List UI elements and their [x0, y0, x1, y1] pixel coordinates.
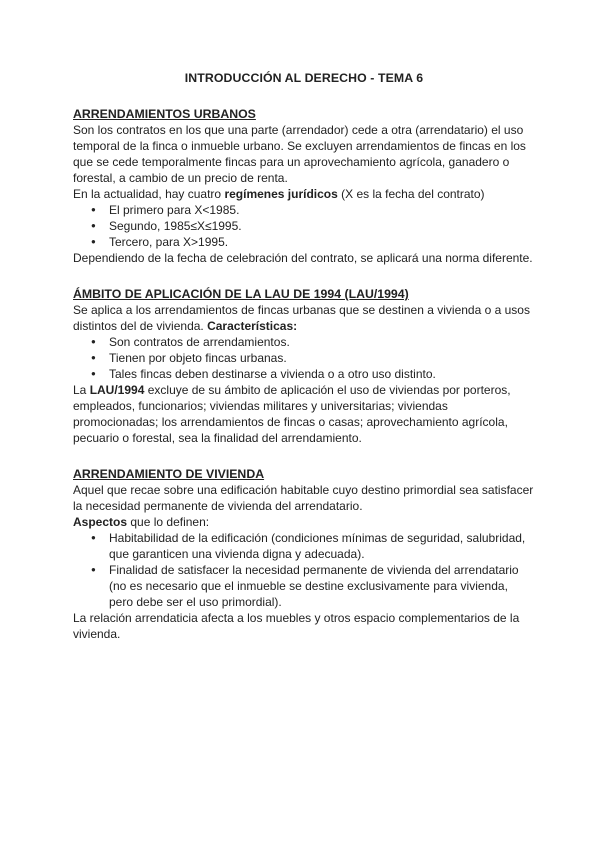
- section-arrendamientos-urbanos: [73, 106, 535, 266]
- list-item: ● Segundo, 1985≤X≤1995.: [109, 218, 535, 234]
- bold-text: Aspectos: [73, 515, 128, 529]
- text-run: Se aplica a los arrendamientos de fincas urbanas que se destinen a vivienda o a usos distintos del de vivienda.: [73, 303, 530, 333]
- list-item: ● Son contratos de arrendamientos.: [109, 334, 535, 350]
- paragraph: [73, 382, 535, 446]
- section-heading: ÁMBITO DE APLICACIÓN DE LA LAU DE 1994 (LAU/1994): [73, 287, 409, 301]
- bullet-list: [73, 530, 535, 610]
- document-title: INTRODUCCIÓN AL DERECHO - TEMA 6: [184, 71, 424, 85]
- text-run: excluye de su ámbito de aplicación el uso de viviendas por porteros, empleados, funcionarios; viviendas militares y universitarias; viviendas promocionadas; los arrendamientos de fincas o casas; aprovechamiento agrícola, pecuario o forestal, sea la finalidad del arrendamiento.: [73, 383, 511, 445]
- section-heading: ARRENDAMIENTOS URBANOS: [73, 107, 256, 121]
- bold-text: regímenes jurídicos: [224, 187, 338, 201]
- section-arrendamiento-vivienda: [73, 466, 535, 642]
- paragraph: Aquel que recae sobre una edificación habitable cuyo destino primordial sea satisfacer la necesidad permanente de vivienda del arrendatario.: [73, 483, 534, 513]
- paragraph: [73, 302, 535, 334]
- text-run: que lo definen:: [127, 515, 210, 529]
- text-run: En la actualidad, hay cuatro: [73, 187, 225, 201]
- paragraph: La relación arrendaticia afecta a los muebles y otros espacio complementarios de la vivienda.: [73, 611, 520, 641]
- list-item: ● El primero para X<1985.: [109, 202, 535, 218]
- list-item: ● Tienen por objeto fincas urbanas.: [109, 350, 535, 366]
- paragraph: [73, 186, 535, 202]
- text-run: (X es la fecha del contrato): [337, 187, 485, 201]
- list-item: ● Finalidad de satisfacer la necesidad permanente de vivienda del arrendatario (no es necesario que el inmueble se destine exclusivamente para vivienda, pero debe ser el uso primordial).: [109, 562, 535, 610]
- bold-text: Características:: [207, 319, 298, 333]
- paragraph: [73, 514, 535, 530]
- list-item: ● Tercero, para X>1995.: [109, 234, 535, 250]
- paragraph: Dependiendo de la fecha de celebración del contrato, se aplicará una norma diferente.: [73, 251, 533, 265]
- paragraph: Son los contratos en los que una parte (arrendador) cede a otra (arrendatario) el uso temporal de la finca o inmueble urbano. Se excluyen arrendamientos de fincas en los que se cede temporalmente fincas para un aprovechamiento agrícola, ganadero o forestal, a cambio de un precio de renta.: [73, 123, 526, 185]
- text-run: La: [73, 383, 90, 397]
- section-heading: ARRENDAMIENTO DE VIVIENDA: [73, 467, 265, 481]
- bullet-list: [73, 334, 535, 382]
- bold-text: LAU/1994: [89, 383, 145, 397]
- list-item: ● Tales fincas deben destinarse a vivienda o a otro uso distinto.: [109, 366, 535, 382]
- document-page: [73, 70, 535, 662]
- bullet-list: [73, 202, 535, 250]
- list-item: ● Habitabilidad de la edificación (condiciones mínimas de seguridad, salubridad, que garanticen una vivienda digna y adecuada).: [109, 530, 535, 562]
- section-ambito-lau-1994: [73, 286, 535, 446]
